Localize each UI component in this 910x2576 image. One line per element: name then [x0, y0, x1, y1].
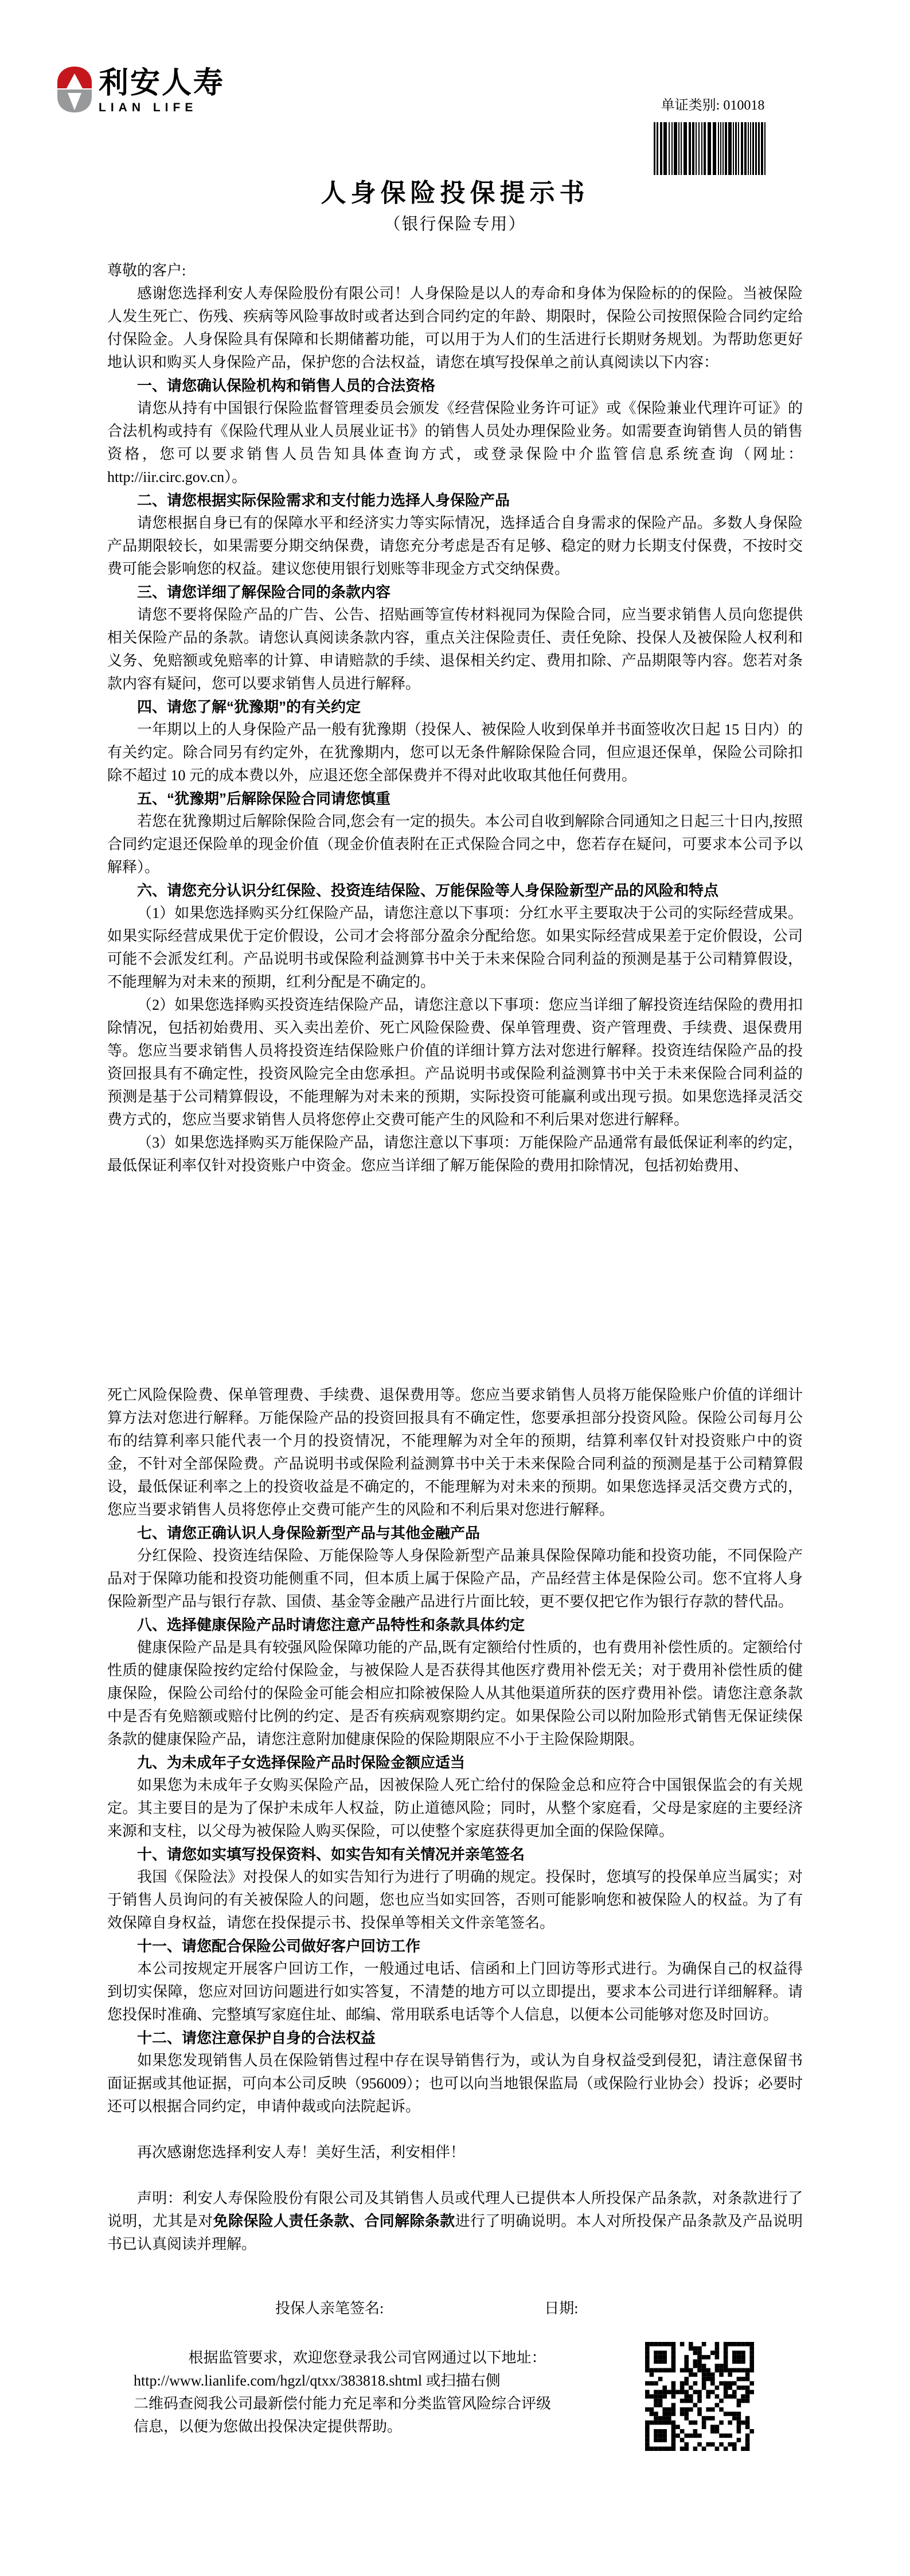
company-name-cn: 利安人寿 — [99, 67, 225, 100]
emphasized-clause: 免除保险人责任条款、合同解除条款 — [213, 2213, 455, 2229]
doc-class-value: 010018 — [723, 98, 765, 113]
qr-code — [645, 2342, 754, 2451]
body-paragraph: 请您不要将保险产品的广告、公告、招贴画等宣传材料视同为保险合同，应当要求销售人员向您提供相关保险产品的条款。请您认真阅读条款内容，重点关注保险责任、责任免除、投保人及被保险人权利和义务、免赔额或免赔率的计算、申请赔款的手续、退保相关约定、费用扣除、产品期限等内容。您若对条款内容有疑问，您可以要求销售人员进行解释。 — [107, 606, 803, 692]
body-paragraph: 我国《保险法》对投保人的如实告知行为进行了明确的规定。投保时，您填写的投保单应当属实；对于销售人员询问的有关被保险人的问题，您也应当如实回答，否则可能影响您和被保险人的权益。为了有效保障自身权益，请您在投保提示书、投保单等相关文件亲笔签名。 — [107, 1869, 803, 1931]
section-heading: 七、请您正确认识人身保险新型产品与其他金融产品 — [137, 1524, 481, 1542]
body-paragraph: 感谢您选择利安人寿保险股份有限公司！人身保险是以人的寿命和身体为保险标的的保险。当被保险人发生死亡、伤残、疾病等风险事故时或者达到合同约定的年龄、期限时，保险公司按照保险合同约定给付保险金。人身保险具有保障和长期储蓄功能，可以用于为人们的生活进行长期财务规划。为帮助您更好地认识和购买人身保险产品，保护您的合法权益，请您在填写投保单之前认真阅读以下内容： — [107, 285, 803, 371]
salutation: 尊敬的客户: — [107, 262, 186, 279]
body-paragraph: 一年期以上的人身保险产品一般有犹豫期（投保人、被保险人收到保单并书面签收次日起 15 日内）的有关约定。除合同另有约定外，在犹豫期内，您可以无条件解除保险合同，但应退还保单，保险公司除扣除不超过 10 元的成本费以外，应退还您全部保费并不得对此收取其他任何费用。 — [107, 721, 803, 784]
body-paragraph: （3）如果您选择购买万能保险产品，请您注意以下事项：万能保险产品通常有最低保证利率的约定，最低保证利率仅针对投资账户中资金。您应当详细了解万能保险的费用扣除情况，包括初始费用、 — [107, 1134, 803, 1174]
footer-line: 根据监管要求，欢迎您登录我公司官网通过以下地址： — [188, 2349, 546, 2366]
applicant-signature-label: 投保人亲笔签名: — [275, 2300, 384, 2317]
body-paragraph: 如果您发现销售人员在保险销售过程中存在误导销售行为，或认为自身权益受到侵犯，请注意保留书面证据或其他证据，可向本公司反映（956009）；也可以向当地银保监局（或保险行业协会）投诉；必要时还可以根据合同约定，申请仲裁或向法院起诉。 — [107, 2052, 803, 2115]
footer-line: http://www.lianlife.com/hgzl/qtxx/383818.shtml 或扫描右侧 — [134, 2372, 501, 2389]
section-heading: 八、选择健康保险产品时请您注意产品特性和条款具体约定 — [137, 1616, 525, 1633]
page-break — [107, 1177, 803, 1384]
footer — [107, 2347, 803, 2451]
date-label: 日期: — [544, 2300, 579, 2317]
section-heading: 三、请您详细了解保险合同的条款内容 — [137, 583, 391, 601]
body-paragraph: 本公司按规定开展客户回访工作，一般通过电话、信函和上门回访等形式进行。为确保自己的权益得到切实保障，您应对回访问题进行如实答复，不清楚的地方可以立即提出，要求本公司进行详细解释。请您投保时准确、完整填写家庭住址、邮编、常用联系电话等个人信息，以便本公司能够对您及时回访。 — [107, 1960, 803, 2023]
company-name-en: LIAN LIFE — [99, 101, 198, 114]
body-paragraph: 死亡风险保险费、保单管理费、手续费、退保费用等。您应当要求销售人员将万能保险账户价值的详细计算方法对您进行解释。万能保险产品的投资回报具有不确定性，您要承担部分投资风险。保险公司每月公布的结算利率只能代表一个月的投资情况，不能理解为对全年的预期，结算利率仅针对投资账户中的资金，不针对全部保险费。产品说明书或保险利益测算书中关于未来保险合同利益的预测是基于公司精算假设，最低保证利率之上的投资收益是不确定的，不能理解为对未来的预期。如果您选择灵活交费方式的，您应当要求销售人员将您停止交费可能产生的风险和不利后果对您进行解释。 — [107, 1387, 803, 1518]
body-paragraph: 再次感谢您选择利安人寿！美好生活，利安相伴！ — [137, 2144, 466, 2161]
section-heading: 十、请您如实填写投保资料、如实告知有关情况并亲笔签名 — [137, 1846, 525, 1863]
section-heading: 五、“犹豫期”后解除保险合同请您慎重 — [137, 790, 391, 807]
footer-text — [134, 2347, 601, 2438]
document-body-blocks — [107, 282, 803, 2256]
declaration-paragraph — [107, 2187, 803, 2256]
declaration-text: 声明：利安人寿保险股份有限公司及其销售人员或代理人已提供本人所投保产品条款，对条款进行了说明，尤其是对 — [107, 2190, 803, 2229]
lianlife-logo — [56, 67, 225, 115]
section-heading: 四、请您了解“犹豫期”的有关约定 — [137, 698, 361, 715]
body-paragraph: 健康保险产品是具有较强风险保障功能的产品,既有定额给付性质的，也有费用补偿性质的。定额给付性质的健康保险按约定给付保险金，与被保险人是否获得其他医疗费用补偿无关；对于费用补偿性质的健康保险，保险公司给付的保险金可能会相应扣除被保险人从其他渠道所获的医疗费用补偿。请您注意条款中是否有免赔额或赔付比例的约定、是否有疾病观察期约定。如果保险公司以附加险形式销售无保证续保条款的健康保险产品，请您注意附加健康保险的保险期限应不小于主险保险期限。 — [107, 1639, 803, 1748]
page-subtitle: （银行保险专用） — [384, 215, 526, 234]
section-heading: 二、请您根据实际保险需求和支付能力选择人身保险产品 — [137, 492, 510, 509]
document-body — [107, 259, 803, 2451]
body-paragraph: 若您在犹豫期过后解除保险合同,您会有一定的损失。本公司自收到解除合同通知之日起三十日内,按照合同约定退还保险单的现金价值（现金价值表附在正式保险合同之中，您若存在疑问，可要求本公司予以解释）。 — [107, 813, 803, 875]
declaration-text: 进行了明确说明。本人对所投保产品条款及产品说明书已认真阅读并理解。 — [107, 2213, 803, 2252]
page-title: 人身保险投保提示书 — [321, 179, 589, 207]
lianlife-logo-icon — [56, 67, 93, 112]
section-heading: 十一、请您配合保险公司做好客户回访工作 — [137, 1937, 421, 1955]
section-heading: 九、为未成年子女选择保险产品时保险金额应适当 — [137, 1754, 466, 1771]
signature-row — [107, 2297, 803, 2320]
barcode — [654, 122, 772, 175]
body-paragraph: 请您根据自身已有的保障水平和经济实力等实际情况，选择适合自身需求的保险产品。多数人身保险产品期限较长，如果需要分期交纳保费，请您充分考虑是否有足够、稳定的财力长期支付保费，不按时交费可能会影响您的权益。建议您使用银行划账等非现金方式交纳保费。 — [107, 515, 803, 577]
body-paragraph: （2）如果您选择购买投资连结保险产品，请您注意以下事项：您应当详细了解投资连结保险的费用扣除情况，包括初始费用、买入卖出差价、死亡风险保险费、保单管理费、资产管理费、手续费、退保费用等。您应当要求销售人员将投资连结保险账户价值的详细计算方法对您进行解释。投资连结保险产品的投资回报具有不确定性，投资风险完全由您承担。产品说明书或保险利益测算书中关于未来保险合同利益的预测是基于公司精算假设，不能理解为对未来的预期，实际投资可能赢利或出现亏损。如果您选择灵活交费方式的，您应当要求销售人员将您停止交费可能产生的风险和不利后果对您进行解释。 — [107, 997, 803, 1128]
section-heading: 六、请您充分认识分红保险、投资连结保险、万能保险等人身保险新型产品的风险和特点 — [137, 882, 719, 899]
doc-class-label: 单证类别: — [661, 98, 720, 113]
section-heading: 十二、请您注意保护自身的合法权益 — [137, 2029, 376, 2046]
body-paragraph: 请您从持有中国银行保险监督管理委员会颁发《经营保险业务许可证》或《保险兼业代理许可证》的合法机构或持有《保险代理从业人员展业证书》的销售人员处办理保险业务。如需要查询销售人员的销售资格，您可以要求销售人员告知具体查询方式，或登录保险中介监管信息系统查询（网址：http://iir.circ.gov.cn）。 — [107, 400, 803, 485]
footer-line: 二维码查阅我公司最新偿付能力充足率和分类监管风险综合评级 — [134, 2395, 552, 2412]
doc-class — [654, 94, 772, 114]
body-paragraph: （1）如果您选择购买分红保险产品，请您注意以下事项：分红水平主要取决于公司的实际经营成果。如果实际经营成果优于定价假设，公司才会将部分盈余分配给您。如果实际经营成果差于定价假设，公司可能不会派发红利。产品说明书或保险利益测算书中关于未来保险合同利益的预测是基于公司精算假设，不能理解为对未来的预期，红利分配是不确定的。 — [107, 905, 803, 990]
section-heading: 一、请您确认保险机构和销售人员的合法资格 — [137, 377, 436, 394]
body-paragraph: 如果您为未成年子女购买保险产品，因被保险人死亡给付的保险金总和应符合中国银保监会的有关规定。其主要目的是为了保护未成年人权益，防止道德风险；同时，从整个家庭看，父母是家庭的主要经济来源和支柱，以父母为被保险人购买保险，可以使整个家庭获得更加全面的保险保障。 — [107, 1777, 803, 1839]
body-paragraph: 分红保险、投资连结保险、万能保险等人身保险新型产品兼具保险保障功能和投资功能，不同保险产品对于保障功能和投资功能侧重不同，但本质上属于保险产品，产品经营主体是保险公司。您不宜将人身保险新型产品与银行存款、国债、基金等金融产品进行片面比较，更不要仅把它作为银行存款的替代品。 — [107, 1547, 803, 1610]
footer-line: 信息，以便为您做出投保决定提供帮助。 — [134, 2418, 403, 2435]
